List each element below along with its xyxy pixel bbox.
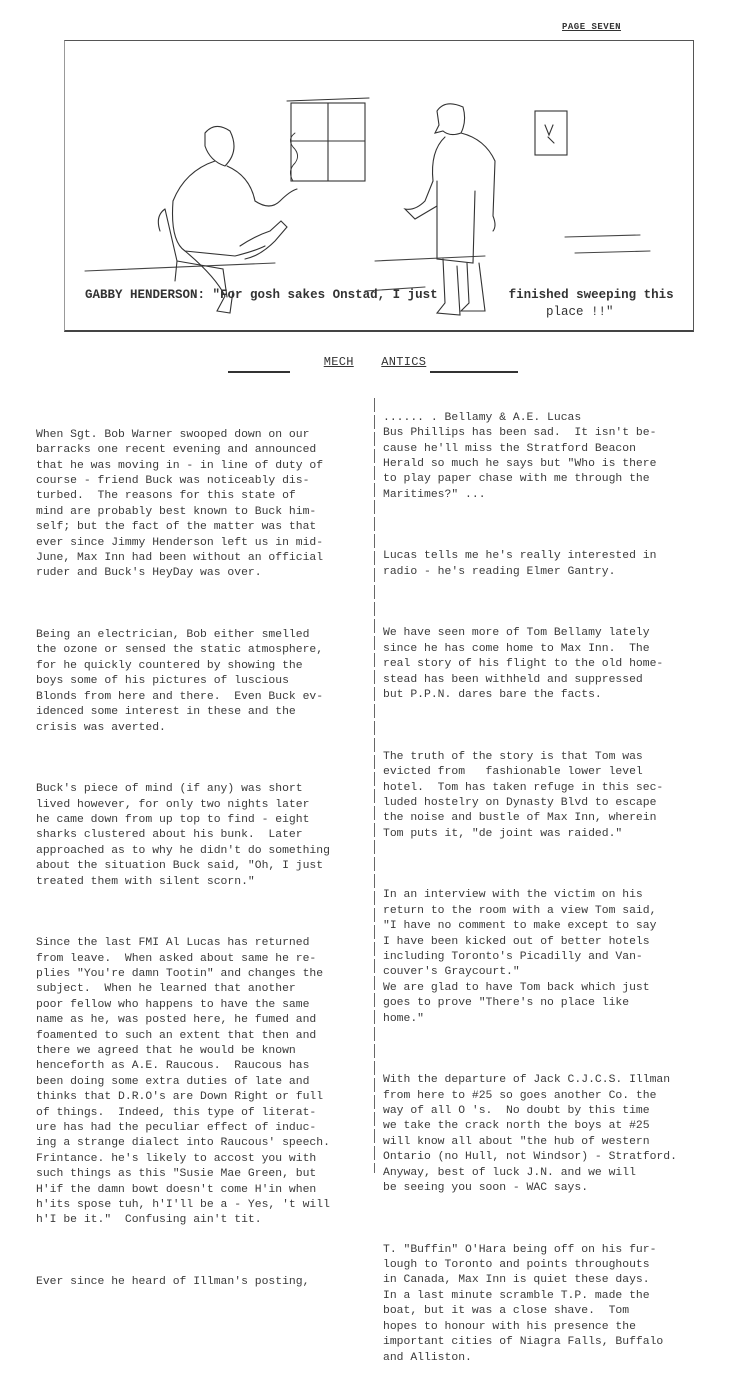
standing-figure-drawing	[405, 104, 495, 315]
article-paragraph: Buck's piece of mind (if any) was short lived however, for only two nights later he came down from up top to find - eight sharks clustered about his bunk. Later approached as to why he didn't do something about the situation Buck said, "Oh, I just treated them with silent scorn."	[36, 783, 330, 888]
article-paragraph: Since the last FMI Al Lucas has returned from leave. When asked about same he re- plies "You're damn Tootin" and changes the subject. When he learned that another poor fellow who happens to have the same name as he, was posted here, he fumed and foamented to such an extent that then and there we agreed that he would be known henceforth as A.E. Raucous. Raucous has been doing some extra duties of late and thinks that D.R.O's are Down Right or full of things. Indeed, this type of literat- ure has had the peculiar effect of induc- ing a strange dialect into Raucous' speech. Frintance. he's likely to accost you with such things as this "Susie Mae Green, but H'if the damn bowt doesn't come H'in when h'its spose tuh, h'I'll be a - Yes, 't will h'I be it." Confusing ain't tit.	[36, 937, 330, 1227]
article-paragraph: We have seen more of Tom Bellamy lately since he has come home to Max Inn. The real story of his flight to the old home- stead has been withheld and suppressed but P.P.N. dares bare the facts.	[383, 627, 664, 702]
title-rule-right	[430, 371, 518, 373]
section-title-word2: ANTICS	[381, 355, 427, 369]
floor-lines	[85, 235, 650, 291]
section-title-word1: MECH	[323, 355, 354, 369]
page-number: PAGE SEVEN	[562, 22, 622, 32]
article-paragraph: When Sgt. Bob Warner swooped down on our barracks one recent evening and announced that he was moving in - in line of duty of course - friend Buck was noticeably dis- turbed. The reasons for this state of mind are probably best known to Buck him- self; but the fact of the matter was that ever since Jimmy Henderson left us in mid- June, Max Inn had been without an official ruder and Buck's HeyDay was over.	[36, 428, 324, 580]
section-title	[0, 355, 750, 369]
title-rule-left	[228, 371, 290, 373]
seated-figure-drawing	[158, 126, 297, 313]
article-paragraph: Ever since he heard of Illman's posting,	[36, 1276, 310, 1289]
column-divider	[374, 398, 375, 1173]
caption-quote-part2: finished sweeping this	[508, 288, 674, 302]
article-right-column	[383, 380, 743, 1381]
cartoon-caption-line2: place !!"	[546, 305, 614, 319]
article-paragraph: In an interview with the victim on his return to the room with a view Tom said, "I have no comment to make except to say I have been kicked out of better hotels including Toronto's Picadilly and Van- couver's Graycourt." We are glad to have Tom back which just goes to prove "There's no place like home."	[383, 889, 657, 1025]
article-paragraph: The truth of the story is that Tom was evicted from fashionable lower level hotel. Tom has taken refuge in this sec- luded hostelry on Dynasty Blvd to escape the noise and bustle of Max Inn, wherein Tom puts it, "de joint was raided."	[383, 750, 664, 840]
article-paragraph: T. "Buffin" O'Hara being off on his fur- lough to Toronto and points throughouts in Canada, Max Inn is quiet these days. In a last minute scramble T.P. made the boat, but it was a close shave. Tom hopes to honour with his presence the important cities of Niagra Falls, Buffalo and Alliston.	[383, 1243, 664, 1364]
article-paragraph: Being an electrician, Bob either smelled the ozone or sensed the static atmosphere, for he quickly countered by showing the boys some of his pictures of luscious Blonds from here and there. Even Buck ev- idenced some interest in these and the crisis was averted.	[36, 629, 324, 734]
article-paragraph: Lucas tells me he's really interested in radio - he's reading Elmer Gantry.	[383, 550, 657, 578]
wall-picture-drawing	[535, 111, 567, 155]
caption-speaker: GABBY HENDERSON:	[85, 288, 206, 302]
cartoon-caption	[85, 288, 685, 303]
caption-quote-part1: "For gosh sakes Onstad, I just	[212, 288, 438, 302]
cartoon-panel	[64, 40, 694, 332]
article-left-column	[36, 397, 376, 1306]
window-drawing	[287, 98, 369, 181]
article-paragraph: ...... . Bellamy & A.E. Lucas Bus Phillips has been sad. It isn't be- cause he'll miss the Stratford Beacon Herald so much he says but "Who is there to play paper chase with me through the Maritimes?" ...	[383, 411, 657, 501]
article-paragraph: With the departure of Jack C.J.C.S. Illman from here to #25 so goes another Co. the way of all O 's. No doubt by this time we take the crack north the boys at #25 will know all about "the hub of western Ontario (no Hull, not Windsor) - Stratford. Anyway, best of luck J.N. and we will be seeing you soon - WAC says.	[383, 1074, 677, 1195]
